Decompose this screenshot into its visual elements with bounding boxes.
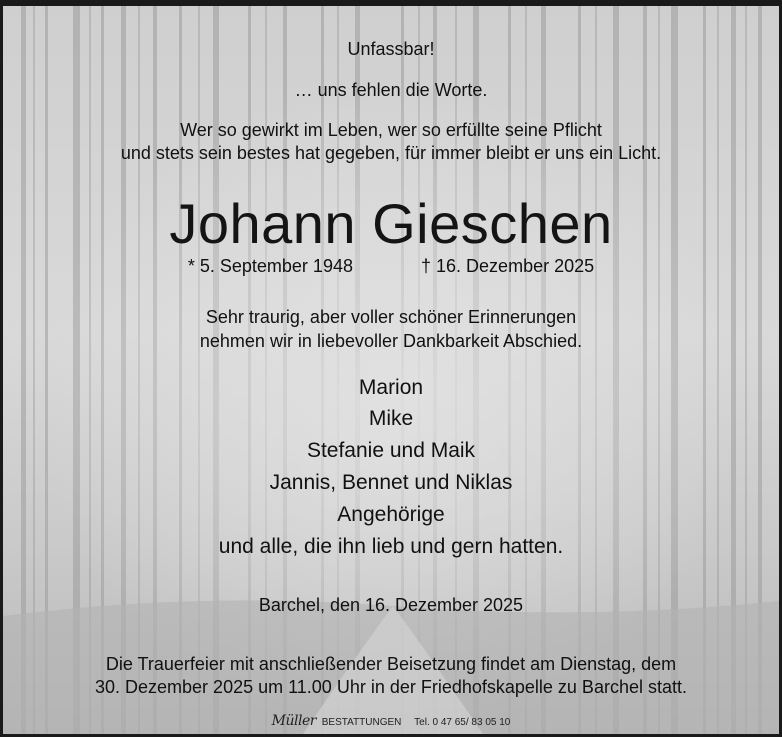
funeral-home-signature: Müller	[271, 713, 316, 729]
place-date: Barchel, den 16. Dezember 2025	[258, 595, 524, 615]
heading: Unfassbar!	[347, 39, 435, 59]
mourner: und alle, die ihn lieb und gern hatten.	[218, 535, 564, 558]
mourner: Stefanie und Maik	[306, 439, 476, 462]
funeral-home-name: BESTATTUNGEN	[321, 717, 402, 728]
death-date: † 16. Dezember 2025	[421, 256, 595, 276]
mourner: Mike	[368, 407, 414, 430]
mourner: Marion	[358, 376, 424, 399]
verse-line-1: Wer so gewirkt im Leben, wer so erfüllte seine Pflicht	[180, 120, 602, 140]
mourner: Angehörige	[337, 503, 445, 526]
deceased-name: Johann Gieschen	[169, 192, 613, 255]
life-dates	[3, 255, 779, 277]
funeral-home-phone: Tel. 0 47 65/ 83 05 10	[414, 717, 511, 728]
farewell-line-1: Sehr traurig, aber voller schöner Erinnerungen	[205, 307, 577, 327]
service-line-1: Die Trauerfeier mit anschließender Beisetzung findet am Dienstag, dem	[105, 654, 677, 674]
birth-date: * 5. September 1948	[187, 256, 353, 276]
farewell-line-2: nehmen wir in liebevoller Dankbarkeit Abschied.	[199, 331, 583, 351]
subheading: … uns fehlen die Worte.	[294, 80, 488, 100]
forest-background-image	[3, 6, 779, 734]
funeral-home-footer	[3, 711, 779, 731]
mourner: Jannis, Bennet und Niklas	[269, 471, 513, 494]
verse-line-2: und stets sein bestes hat gegeben, für immer bleibt er uns ein Licht.	[120, 143, 662, 163]
service-line-2: 30. Dezember 2025 um 11.00 Uhr in der Friedhofskapelle zu Barchel statt.	[95, 677, 687, 697]
